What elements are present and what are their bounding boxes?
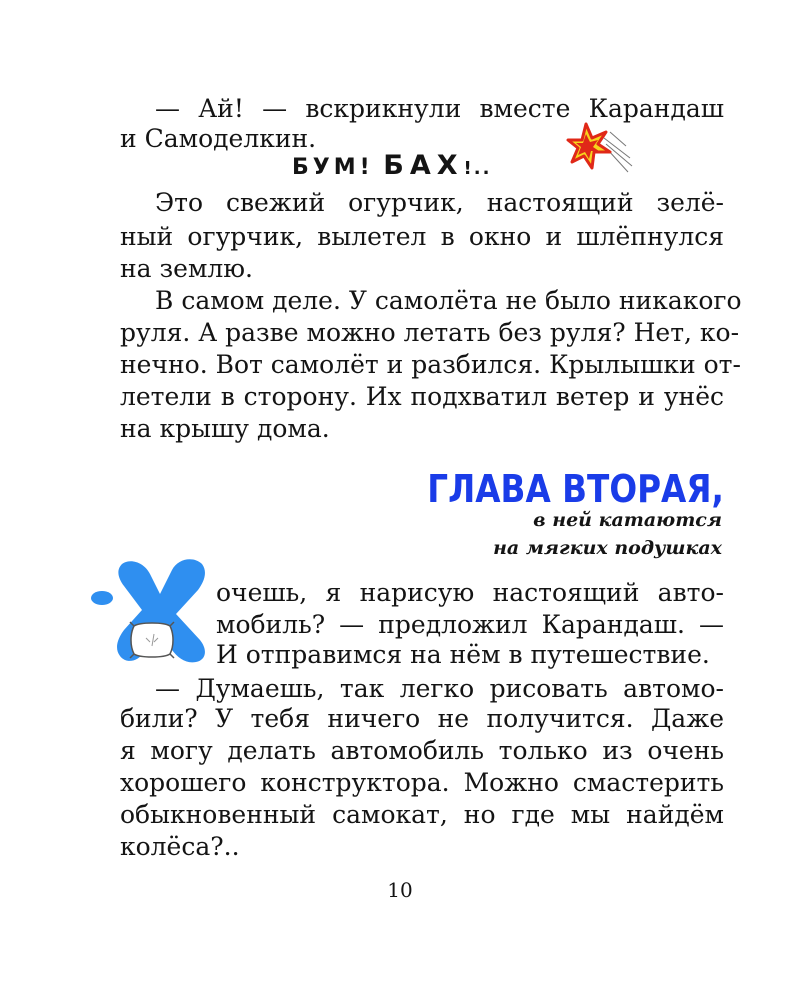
paragraph-1-line-2: и Самоделкин.	[120, 124, 317, 153]
paragraph-2-line-2: ный огурчик, вылетел в окно и шлёпнулся	[120, 222, 724, 251]
paragraph-3-line-3: нечно. Вот самолёт и разбился. Крылышки от-	[120, 350, 741, 379]
paragraph-5-line-3: я могу делать автомобиль только из очень	[120, 736, 724, 765]
paragraph-5-line-2: били? У тебя ничего не получится. Даже	[120, 704, 724, 733]
paragraph-4-line-2: мобиль? — предложил Карандаш. —	[216, 610, 724, 639]
paragraph-2-line-3: на землю.	[120, 254, 253, 283]
paragraph-5-line-5: обыкновенный самокат, но где мы найдём	[120, 800, 724, 829]
page-number: 10	[387, 878, 413, 902]
paragraph-3-line-5: на крышу дома.	[120, 414, 330, 443]
paragraph-5-line-1: — Думаешь, так легко рисовать автомо-	[155, 674, 724, 703]
paragraph-5-line-4: хорошего конструктора. Можно смастерить	[120, 768, 724, 797]
sound-effect	[292, 150, 491, 181]
pillow-icon	[130, 622, 174, 658]
explosion-star-icon	[566, 118, 636, 180]
sound-effect-part-1: БУМ!	[292, 155, 374, 180]
dropcap-letter	[88, 554, 218, 664]
sound-effect-part-3: !..	[463, 158, 492, 179]
paragraph-1-line-1: — Ай! — вскрикнули вместе Карандаш	[155, 94, 724, 123]
paragraph-4-line-3: И отправимся на нём в путешествие.	[216, 640, 710, 669]
chapter-title: ГЛАВА ВТОРАЯ,	[427, 467, 724, 511]
paragraph-3-line-4: летели в сторону. Их подхватил ветер и унёс	[120, 382, 724, 411]
chapter-subtitle-line-1: в ней катаются	[533, 509, 722, 531]
paragraph-2-line-1: Это свежий огурчик, настоящий зелё-	[155, 188, 724, 217]
paragraph-3-line-1: В самом деле. У самолёта не было никакого	[155, 286, 742, 315]
sound-effect-part-2: БАХ	[383, 150, 464, 181]
paragraph-4-line-1: очешь, я нарисую настоящий авто-	[216, 578, 724, 607]
paragraph-5-line-6: колёса?..	[120, 832, 240, 861]
chapter-subtitle-line-2: на мягких подушках	[493, 537, 722, 559]
paragraph-3-line-2: руля. А разве можно летать без руля? Нет, ко-	[120, 318, 740, 347]
